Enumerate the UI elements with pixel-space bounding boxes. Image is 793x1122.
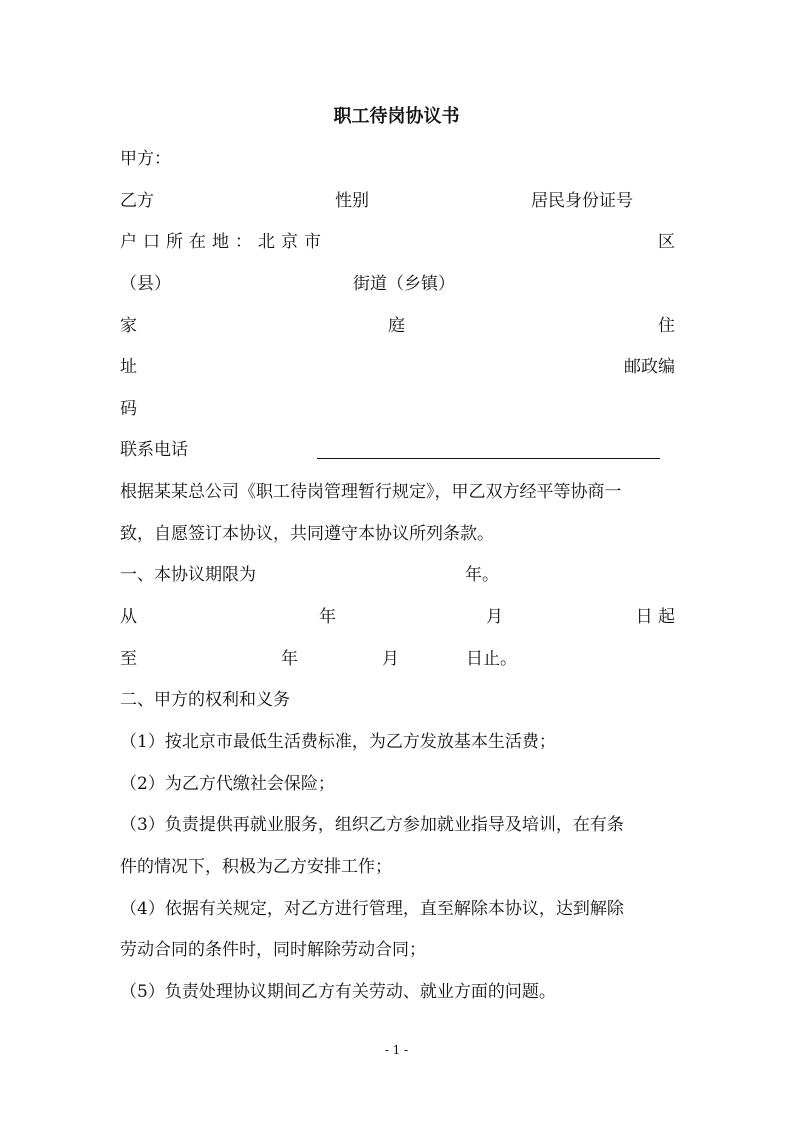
gender-label: 性别 <box>335 191 369 211</box>
from-year-label: 年 <box>319 607 336 627</box>
from-day-label: 日 起 <box>635 607 675 627</box>
intro-text-2: 致，自愿签订本协议，共同遵守本协议所列条款。 <box>120 524 494 544</box>
address-char: 址 <box>120 357 137 377</box>
party-b-label: 乙方 <box>120 191 154 211</box>
item-2-text: （2）为乙方代缴社会保险； <box>120 774 335 794</box>
phone-underline <box>317 458 660 459</box>
home-char-1: 家 <box>120 316 137 336</box>
hukou-label: 户口所在地：北京市 <box>120 232 327 252</box>
item-3-text-1: （3）负责提供再就业服务，组织乙方参加就业指导及培训，在有条 <box>120 815 624 835</box>
phone-label: 联系电话 <box>120 440 188 460</box>
to-year-label: 年 <box>281 649 298 669</box>
to-label: 至 <box>120 649 137 669</box>
postal-code-label: 邮政编 <box>624 357 675 377</box>
district-label: 区 <box>658 232 675 252</box>
to-day-label: 日止。 <box>466 649 517 669</box>
street-label: 街道（乡镇） <box>353 274 455 294</box>
to-month-label: 月 <box>382 649 399 669</box>
id-number-label: 居民身份证号 <box>531 191 633 211</box>
section-2-heading: 二、甲方的权利和义务 <box>120 690 290 710</box>
from-month-label: 月 <box>486 607 503 627</box>
term-year-label: 年。 <box>465 565 499 585</box>
county-label: （县） <box>120 274 171 294</box>
party-a-label: 甲方： <box>120 149 171 169</box>
page-number: - 1 - <box>384 1043 409 1057</box>
postal-code-char: 码 <box>120 399 137 419</box>
term-label: 一、本协议期限为 <box>120 565 256 585</box>
from-label: 从 <box>120 607 137 627</box>
home-char-3: 住 <box>658 316 675 336</box>
home-char-2: 庭 <box>388 316 405 336</box>
document-title: 职工待岗协议书 <box>333 106 460 127</box>
intro-text-1: 根据某某总公司《职工待岗管理暂行规定》，甲乙双方经平等协商一 <box>120 482 622 502</box>
item-1-text: （1）按北京市最低生活费标准，为乙方发放基本生活费； <box>120 732 556 752</box>
item-4-text-2: 劳动合同的条件时，同时解除劳动合同； <box>120 940 426 960</box>
item-5-text: （5）负责处理协议期间乙方有关劳动、就业方面的问题。 <box>120 982 556 1002</box>
item-3-text-2: 件的情况下，积极为乙方安排工作； <box>120 857 392 877</box>
item-4-text-1: （4）依据有关规定，对乙方进行管理，直至解除本协议，达到解除 <box>120 899 624 919</box>
